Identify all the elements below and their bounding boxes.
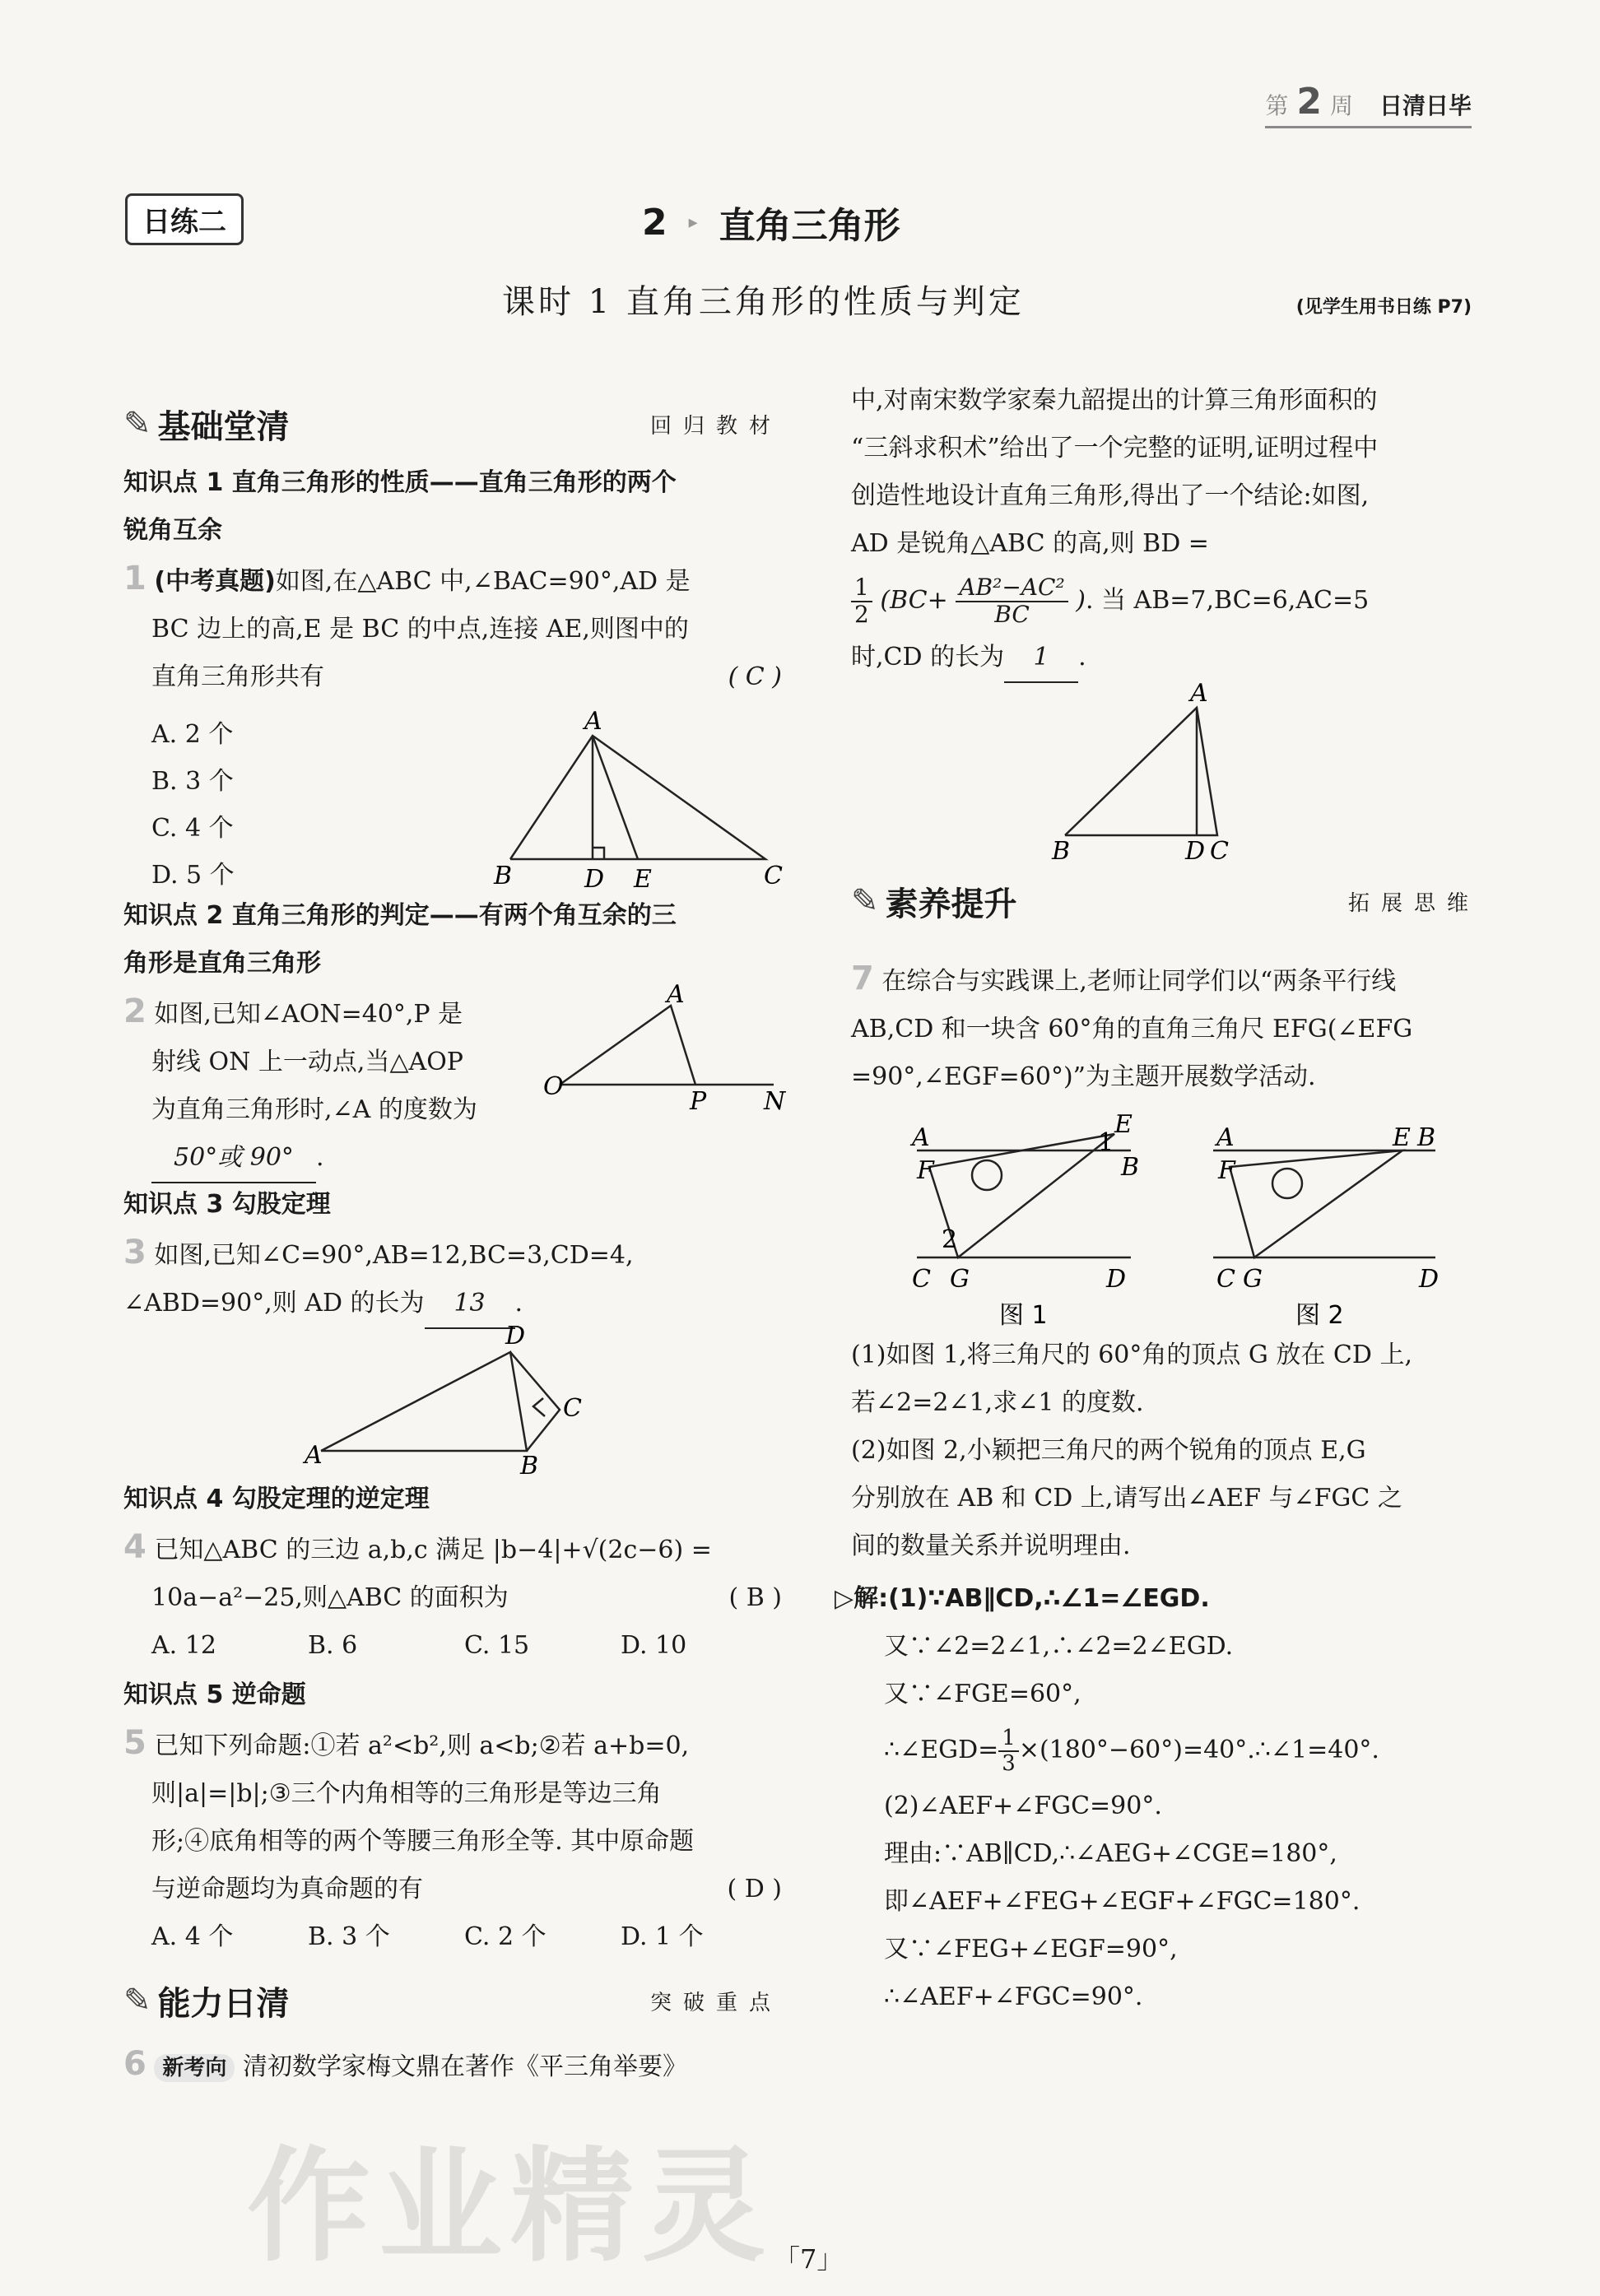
q7-part1-line2: 若∠2=2∠1,求∠1 的度数. (851, 1388, 1144, 1417)
q1-label-b: B (494, 862, 513, 890)
q3-line1: 如图,已知∠C=90°,AB=12,BC=3,CD=4, (154, 1241, 634, 1270)
chapter-title (642, 196, 900, 249)
q6-half-denominator: 2 (854, 601, 869, 628)
q7-line3: =90°,∠EGF=60°)”为主题开展数学活动. (851, 1062, 1316, 1091)
q3-number: 3 (123, 1234, 147, 1271)
kp1-heading: 知识点 1 直角三角形的性质——直角三角形的两个 (123, 468, 677, 497)
lesson-title: 课时 1 直角三角形的性质与判定 (502, 283, 1025, 321)
q6-cont-1: 中,对南宋数学家秦九韶提出的计算三角形面积的 (851, 386, 1378, 415)
solution-line3: 又∵∠FGE=60°, (884, 1680, 1081, 1708)
section-basic-title: 基础堂清 (157, 407, 290, 446)
q6-figure (1040, 679, 1287, 866)
q4-option-a: A. 12 (151, 1631, 216, 1660)
section-ability (123, 1968, 782, 2033)
q1-answer: ( C ) (728, 662, 782, 691)
fig2-label-c: C (1216, 1265, 1235, 1294)
pen-icon: ✎ (851, 882, 879, 920)
q6-frac-denominator: BC (994, 601, 1030, 628)
kp2-heading-cont: 角形是直角三角形 (123, 949, 321, 978)
question-4 (123, 1523, 782, 1671)
q7-figure-2 (1197, 1118, 1452, 1332)
q6-answer: 1 (1004, 634, 1078, 683)
chevron-right-icon: ▸ (688, 211, 698, 233)
q7-part1-line1: (1)如图 1,将三角尺的 60°角的顶点 G 放在 CD 上, (851, 1341, 1413, 1369)
fig2-label-e: E (1393, 1123, 1411, 1152)
question-3: 3 如图,已知∠C=90°,AB=12,BC=3,CD=4, ∠ABD=90°,则 AD 的长为 13 . D A B C (123, 1234, 634, 1480)
fig1-label-g: G (950, 1265, 970, 1294)
section-advance-title: 素养提升 (885, 885, 1017, 923)
q6-label-a: A (1190, 679, 1208, 708)
watermark: 作业精灵 (247, 2136, 774, 2279)
fig1-label-1: 1 (1098, 1128, 1114, 1157)
q1-line1: 如图,在△ABC 中,∠BAC=90°,AD 是 (275, 567, 691, 596)
q7-line1: 在综合与实践课上,老师让同学们以“两条平行线 (881, 967, 1397, 996)
section-basic (123, 395, 782, 453)
section-advance-tag: 拓展思维 (1347, 890, 1480, 916)
q5-option-c: C. 2 个 (464, 1922, 547, 1951)
kp1-heading-cont: 锐角互余 (123, 516, 222, 545)
q3-figure (305, 1322, 582, 1480)
q3-answer: 13 (425, 1280, 515, 1329)
solution-line6: 理由:∵AB∥CD,∴∠AEG+∠CGE=180°, (884, 1839, 1337, 1868)
q6-label-b: B (1052, 837, 1071, 866)
triangle-right-icon: ▷ (835, 1584, 854, 1613)
question-6-start (123, 2040, 782, 2092)
q7-figure-1 (900, 1110, 1147, 1332)
page-number: 「7」 (774, 2243, 844, 2275)
fig1-label-d: D (1106, 1265, 1127, 1294)
q2-line3: 为直角三角形时,∠A 的度数为 (151, 1095, 477, 1124)
q1-line3: 直角三角形共有 (151, 662, 324, 691)
q1-option-a: A. 2 个 (151, 720, 234, 749)
kp3-heading: 知识点 3 勾股定理 (123, 1190, 331, 1219)
q1-option-b: B. 3 个 (151, 767, 234, 796)
q6-line1: 清初数学家梅文鼎在著作《平三角举要》 (242, 2052, 687, 2081)
q5-line2: 则|a|=|b|;③三个内角相等的三角形是等边三角 (151, 1779, 662, 1808)
page-number-value: 7 (800, 2243, 817, 2275)
q4-number: 4 (123, 1528, 147, 1566)
q4-line1: 已知△ABC 的三边 a,b,c 满足 |b−4|+√(2c−6) = (154, 1536, 712, 1564)
kp4-heading: 知识点 4 勾股定理的逆定理 (123, 1485, 430, 1513)
q1-option-c: C. 4 个 (151, 814, 234, 843)
q5-line1: 已知下列命题:①若 a²<b²,则 a<b;②若 a+b=0, (154, 1731, 690, 1760)
question-1 (123, 555, 782, 892)
q7-line2: AB,CD 和一块含 60°角的直角三角尺 EFG(∠EFG (851, 1015, 1413, 1043)
chapter-number: 2 (642, 201, 667, 244)
solution-line1: 解:(1)∵AB∥CD,∴∠1=∠EGD. (853, 1584, 1210, 1613)
q5-number: 5 (123, 1724, 147, 1762)
q2-line2: 射线 ON 上一动点,当△AOP (151, 1048, 463, 1076)
solution-line4b: ×(180°−60°)=40°.∴∠1=40°. (1018, 1736, 1379, 1764)
q3-label-a: A (305, 1441, 323, 1470)
q6-frac-numerator: AB²−AC² (956, 575, 1067, 602)
q5-option-d: D. 1 个 (621, 1922, 704, 1951)
q6-cont-3: 创造性地设计直角三角形,得出了一个结论:如图, (851, 481, 1370, 510)
left-column (123, 395, 786, 2092)
q1-figure (494, 707, 783, 894)
q4-answer: ( B ) (728, 1583, 782, 1612)
q2-answer: 50°或 90° (151, 1134, 316, 1183)
solution-line9: ∴∠AEF+∠FGC=90°. (884, 1982, 1143, 2011)
q3-line2: ∠ABD=90°,则 AD 的长为 (123, 1289, 425, 1318)
daily-practice-badge (125, 193, 244, 245)
pen-icon: ✎ (123, 1982, 151, 2019)
solution-line2: 又∵∠2=2∠1,∴∠2=2∠EGD. (884, 1632, 1234, 1661)
q1-label-d: D (584, 865, 605, 894)
q1-label-c: C (764, 862, 783, 890)
solution-line5: (2)∠AEF+∠FGC=90°. (884, 1792, 1162, 1820)
q6-cont-4: AD 是锐角△ABC 的高,则 BD = (851, 529, 1209, 558)
q6-formula: $\frac{1}{2}$ (BC+ $\frac{\text{AB²−AC²}}{BC}$ ). 当 AB=7,BC=6,AC=5 (851, 568, 1480, 634)
q4-option-b: B. 6 (308, 1631, 358, 1660)
q1-number: 1 (123, 560, 147, 597)
fig1-label-b: B (1121, 1153, 1140, 1182)
q6-badge: 新考向 (154, 2054, 235, 2082)
q3-label-d: D (505, 1322, 526, 1350)
q6-label-c: C (1210, 837, 1229, 866)
fig2-label-f: F (1218, 1156, 1235, 1185)
q5-answer: ( D ) (727, 1875, 782, 1903)
q2-label-o: O (543, 1072, 564, 1101)
q3-label-c: C (563, 1394, 582, 1423)
fig1-label-e: E (1114, 1110, 1133, 1139)
q2-line1: 如图,已知∠AON=40°,P 是 (154, 1000, 463, 1029)
q6-cont-6: 时,CD 的长为 (851, 643, 1005, 672)
q7-part2-line2: 分别放在 AB 和 CD 上,请写出∠AEF 与∠FGC 之 (851, 1484, 1402, 1513)
solution-line8: 又∵∠FEG+∠EGF=90°, (884, 1935, 1178, 1964)
fig2-label-a: A (1216, 1123, 1235, 1152)
section-advance (851, 864, 1480, 938)
brand: 日清日毕 (1379, 92, 1472, 119)
fig1-label-2: 2 (942, 1225, 958, 1254)
section-basic-tag: 回归教材 (649, 413, 782, 439)
fig2-label-b: B (1417, 1123, 1436, 1152)
q2-number: 2 (123, 992, 147, 1030)
q2-figure (543, 980, 786, 1116)
fig1-label-c: C (912, 1265, 931, 1294)
week-prefix: 第 (1265, 92, 1289, 119)
q6-formula-tail: . 当 AB=7,BC=6,AC=5 (1085, 586, 1370, 615)
q5-line3: 形;④底角相等的两个等腰三角形全等. 其中原命题 (151, 1827, 695, 1856)
q4-line2: 10a−a²−25,则△ABC 的面积为 (151, 1583, 509, 1612)
q5-option-b: B. 3 个 (308, 1922, 390, 1951)
q7-solution (835, 1575, 1480, 2021)
q5-line4: 与逆命题均为真命题的有 (151, 1875, 423, 1903)
q7-part2-line1: (2)如图 2,小颖把三角尺的两个锐角的顶点 E,G (851, 1436, 1366, 1465)
q2-label-n: N (764, 1087, 786, 1116)
q6-label-d: D (1185, 837, 1206, 866)
fig1-label-a: A (912, 1123, 930, 1152)
q4-option-c: C. 15 (464, 1631, 530, 1660)
kp5-heading: 知识点 5 逆命题 (123, 1680, 306, 1709)
q7-number: 7 (851, 960, 874, 997)
fig2-caption: 图 2 (1295, 1301, 1344, 1330)
solution-frac-denominator: 3 (1002, 1751, 1016, 1776)
q1-option-d: D. 5 个 (151, 861, 235, 890)
question-5 (123, 1719, 782, 1961)
q2-label-a: A (667, 980, 685, 1009)
solution-frac-numerator: 1 (998, 1727, 1019, 1752)
q5-option-a: A. 4 个 (151, 1922, 234, 1951)
question-2: 2 如图,已知∠AON=40°,P 是 射线 ON 上一动点,当△AOP 为直角三角形时,∠A 的度数为 50°或 90° . A O P N (123, 988, 782, 1181)
q3-label-b: B (520, 1452, 539, 1480)
week-header (1265, 81, 1472, 128)
week-number: 2 (1296, 81, 1322, 123)
q7-part2-line3: 间的数量关系并说明理由. (851, 1531, 1131, 1560)
badge-text: 日练二 (142, 206, 226, 239)
q1-tag: (中考真题) (154, 567, 276, 596)
chapter-name: 直角三角形 (719, 205, 900, 247)
kp2-heading: 知识点 2 直角三角形的判定——有两个角互余的三 (123, 901, 677, 930)
week-suffix: 周 (1329, 92, 1353, 119)
fig1-caption: 图 1 (999, 1301, 1048, 1330)
q4-option-d: D. 10 (621, 1631, 687, 1660)
fig2-label-g: G (1243, 1265, 1263, 1294)
q2-label-p: P (690, 1087, 707, 1116)
q1-line2: BC 边上的高,E 是 BC 的中点,连接 AE,则图中的 (151, 615, 689, 644)
right-column: 中,对南宋数学家秦九韶提出的计算三角形面积的 “三斜求积术”给出了一个完整的证明,证明过程中 创造性地设计直角三角形,得出了一个结论:如图, AD 是锐角△ABC 的高,则 BD = $\frac{1}{2}$ (BC+ $\frac{\text{AB²−AC²}}{BC}$ ). 当 AB=7,BC=6,AC=5 时,CD 的长为 1 . A B D C ✎ 素养提升 拓展思维 7 在综合与实践课上,老师让同学们以“两条平行线 AB,CD 和一块含 60°角的直角三角尺 EFG(∠EFG =90°,∠EGF=60°)”为主题开展数学活动. A F E B 1 2 C G D 图 1 A F E B C G D 图 2 (1)如图 1,将三角尺的 60°角的顶点 G 放在 CD 上, 若∠2=2∠1,求∠1 的度数. (2)如图 2,小颖把三角尺的两个锐角的顶点 E,G 分别放在 AB 和 CD 上,请写出∠AEF 与∠FGC 之 间的数量关系并说明理由. ▷解:(1)∵AB∥CD,∴∠1=∠EGD. 又∵∠2=2∠1,∴∠2=2∠EGD. 又∵∠FGE=60°, ∴∠EGD= $\frac{1}{3}$ ×(180°−60°)=40°.∴∠1=40°. (2)∠AEF+∠FGC=90°. 理由:∵AB∥CD,∴∠AEG+∠CGE=180°, 即∠AEF+∠FEG+∠EGF+∠FGC=180°. 又∵∠FEG+∠EGF=90°, ∴∠AEF+∠FGC=90°. (851, 377, 1480, 2021)
q6-half-numerator: 1 (851, 575, 872, 602)
section-ability-tag: 突破重点 (649, 1990, 782, 2015)
pen-icon: ✎ (123, 405, 151, 443)
fig1-label-f: F (917, 1156, 934, 1185)
fig2-label-d: D (1419, 1265, 1440, 1294)
q1-label-e: E (634, 865, 652, 894)
q6-number: 6 (123, 2045, 147, 2083)
section-ability-title: 能力日清 (157, 1984, 290, 2023)
q6-cont-2: “三斜求积术”给出了一个完整的证明,证明过程中 (851, 434, 1379, 462)
lesson-ref: (见学生用书日练 P7) (1295, 297, 1472, 318)
q1-label-a: A (584, 707, 602, 736)
solution-line7: 即∠AEF+∠FEG+∠EGF+∠FGC=180°. (884, 1887, 1360, 1916)
q7-figures (900, 1110, 1480, 1332)
solution-line4a: ∴∠EGD= (884, 1736, 999, 1764)
